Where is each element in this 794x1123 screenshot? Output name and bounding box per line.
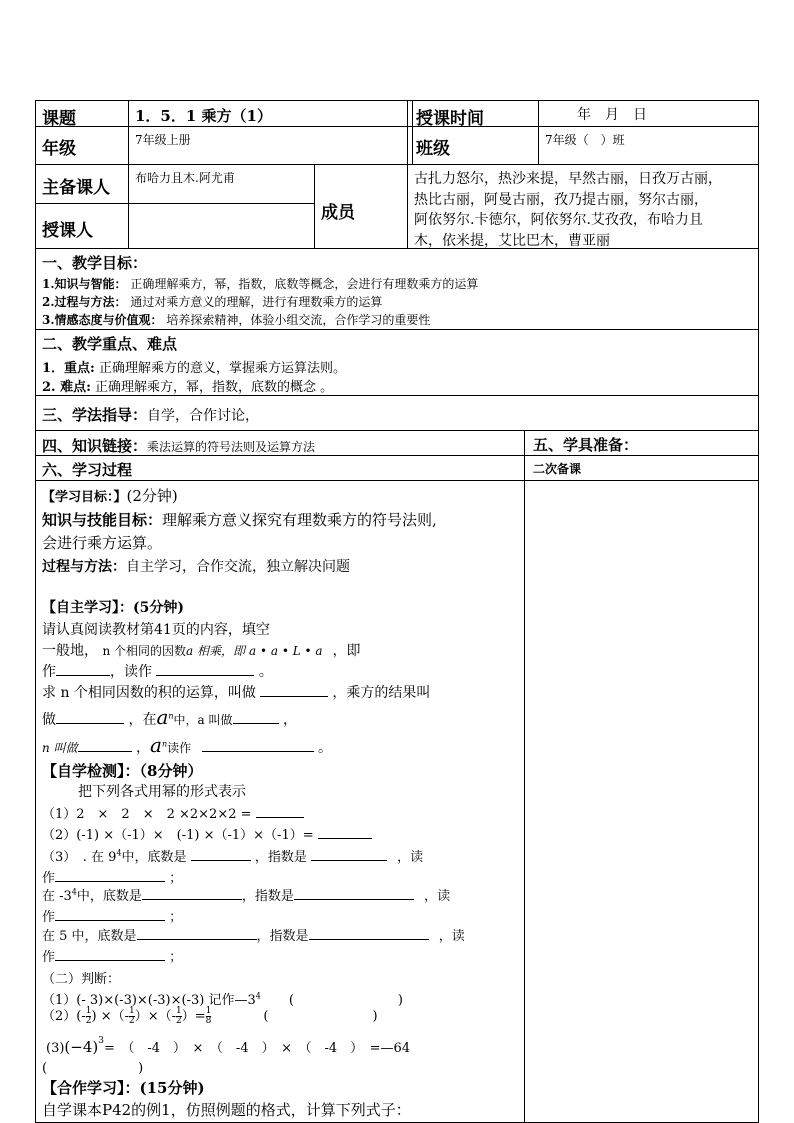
lead-label: 主备课人 xyxy=(42,178,110,198)
keypoints-section xyxy=(35,329,759,396)
grade-value: 7年级上册 xyxy=(135,133,191,147)
j3b: (−4) xyxy=(64,1038,99,1056)
j2b: ) ×（- xyxy=(91,1009,129,1024)
self-l2e: ，即 xyxy=(332,643,361,659)
obj-label: 【学习目标：】 xyxy=(42,490,127,505)
self-l4b: ，乘方的结果叫 xyxy=(332,685,431,701)
obj-p-text: 自主学习，合作交流，独立解决问题 xyxy=(126,559,350,575)
goals-e-text: 培养探索精神，体验小组交流，合作学习的重要性 xyxy=(166,313,431,327)
process-title-cell xyxy=(35,455,525,481)
process-body xyxy=(35,480,525,1123)
q2: （2）(-1) ×（-1）× (-1) ×（-1）×（-1）= xyxy=(42,828,314,843)
teacher-value-cell xyxy=(128,203,315,249)
frac-3: $\frac{1}{2}$ xyxy=(176,1006,182,1026)
grade-label: 年级 xyxy=(42,139,76,159)
tools-section xyxy=(524,430,759,456)
self-l6f: 。 xyxy=(318,740,333,756)
self-l2d: a • a • L • a xyxy=(248,644,323,658)
time-label-cell xyxy=(407,100,539,127)
members-label-cell xyxy=(314,164,408,249)
self-l6c: a xyxy=(150,733,162,757)
j1a: （1）(- 3)×(-3)×(-3)×(-3) 记作—3 xyxy=(42,993,256,1008)
j1b: 4 xyxy=(255,991,261,1001)
topic-label-cell xyxy=(35,100,129,127)
obj-time: (2分钟) xyxy=(126,487,178,505)
lesson-plan-table xyxy=(35,100,759,1123)
coop-label: 【合作学习】 xyxy=(42,1079,125,1097)
method-title: 三、学法指导： xyxy=(42,406,148,424)
keypoints-title: 二、教学重点、难点 xyxy=(42,335,178,353)
q5b: ，指数是 xyxy=(256,929,309,944)
goals-k-label: 1.知识与智能： xyxy=(42,277,127,291)
members-line-4: 木，依米提，艾比巴木，曹亚丽 xyxy=(414,233,610,249)
coop-time: ：(15分钟) xyxy=(124,1079,205,1097)
self-l5f: ， xyxy=(282,712,297,728)
self-l3a: 作 xyxy=(42,664,56,680)
frac-1: $\frac{1}{2}$ xyxy=(85,1006,92,1026)
judge-title: （二）判断： xyxy=(42,972,121,987)
members-label: 成员 xyxy=(321,203,355,223)
topic-value-cell xyxy=(128,100,413,127)
j2c: ）×（- xyxy=(134,1009,177,1024)
teacher-label-cell xyxy=(35,203,129,249)
check-intro: 把下列各式用幂的形式表示 xyxy=(78,784,246,800)
j3c: 3 xyxy=(98,1035,104,1046)
goals-p-label: 2.过程与方法： xyxy=(42,295,127,309)
q3b: 4 xyxy=(116,848,122,858)
method-text: 自学，合作讨论， xyxy=(147,408,260,424)
second-prep-cell xyxy=(524,455,759,481)
q3d: ，指数是 xyxy=(254,850,307,865)
keypoint-1-text: 正确理解乘方的意义，掌握乘方运算法则。 xyxy=(99,361,347,376)
self-l6b: ， xyxy=(136,740,150,756)
q1: （1）2 × 2 × 2 ×2×2×2 = xyxy=(42,807,252,822)
frac-2: $\frac{1}{2}$ xyxy=(128,1006,135,1026)
self-l5c: a xyxy=(156,705,169,729)
goals-section xyxy=(35,248,759,330)
q3a: （3） . 在 9 xyxy=(42,850,117,865)
members-line-1: 古扎力怒尔，热沙来提，早然古丽，日孜万古丽， xyxy=(414,171,722,187)
q4g: ； xyxy=(169,910,183,925)
self-l2a: 一般地， xyxy=(42,643,98,659)
lead-label-cell xyxy=(35,164,129,204)
process-title: 六、学习过程 xyxy=(42,461,133,479)
links-text: 乘法运算的符号法则及运算方法 xyxy=(147,440,316,454)
topic-label: 课题 xyxy=(42,109,76,127)
frac-4: $\frac{1}{8}$ xyxy=(205,1006,212,1026)
q5d: 作 xyxy=(42,950,56,965)
check-label: 【自学检测】： xyxy=(42,762,140,780)
goals-e-label: 3.情感态度与价值观： xyxy=(42,313,163,327)
links-section xyxy=(35,430,525,456)
goals-p-text: 通过对乘方意义的理解，进行有理数乘方的运算 xyxy=(130,295,383,309)
q5a: 在 5 中，底数是 xyxy=(42,929,137,944)
j2d: ）= xyxy=(181,1009,206,1024)
j2a: （2）(- xyxy=(42,1009,86,1024)
lead-value-cell xyxy=(128,164,315,204)
self-l4a: 求 n 个相同因数的积的运算，叫做 xyxy=(42,685,256,701)
keypoint-1-label: 1．重点: xyxy=(42,361,95,376)
links-title: 四、知识链接： xyxy=(42,437,148,455)
j1c: ( ) xyxy=(288,993,403,1008)
q4c: 中，底数是 xyxy=(76,889,142,904)
j3a: (3) xyxy=(46,1041,65,1056)
q3e: ，读 xyxy=(397,850,424,865)
members-line-2: 热比古丽，阿曼古丽，孜乃提古丽，努尔古丽， xyxy=(414,192,708,208)
check-time: （8分钟） xyxy=(139,762,203,780)
self-line-1: 请认真阅读教材第41页的内容，填空 xyxy=(42,622,270,638)
teacher-label: 授课人 xyxy=(42,221,93,241)
members-value-cell xyxy=(407,164,759,249)
goals-k-text: 正确理解乘方，幂，指数，底数等概念，会进行有理数乘方的运算 xyxy=(130,277,479,291)
self-l5a: 做 xyxy=(42,712,56,728)
keypoint-2-label: 2. 难点: xyxy=(42,380,91,395)
self-l5b: ，在 xyxy=(128,712,157,728)
self-l6a: n 叫做 xyxy=(42,741,78,755)
obj-k-label: 知识与技能目标： xyxy=(42,511,163,529)
j3d: = （ -4 ） × （ -4 ） × （ -4 ） =—64 xyxy=(103,1041,411,1056)
self-label: 【自主学习】： xyxy=(42,600,133,616)
self-l5d: n xyxy=(168,711,174,721)
self-l5e: 中，a 叫做 xyxy=(173,713,233,727)
q5e: ； xyxy=(169,950,183,965)
q4b: 4 xyxy=(71,887,77,897)
q3g: ； xyxy=(169,871,183,886)
class-label-cell xyxy=(407,126,539,165)
q3f: 作 xyxy=(42,871,56,886)
method-section xyxy=(35,395,759,431)
q4f: 作 xyxy=(42,910,56,925)
j3e: ( ) xyxy=(42,1061,144,1076)
class-label: 班级 xyxy=(416,139,450,159)
grade-label-cell xyxy=(35,126,129,165)
self-time: (5分钟) xyxy=(133,600,184,616)
obj-k-text2: 会进行乘方运算。 xyxy=(42,534,163,552)
self-l3c: 。 xyxy=(258,664,273,680)
lead-value: 布哈力且木.阿尤甫 xyxy=(135,171,235,185)
tools-title: 五、学具准备： xyxy=(533,436,639,454)
q3c: 中，底数是 xyxy=(121,850,187,865)
self-l6e: 读作 xyxy=(167,741,192,755)
class-value-cell xyxy=(538,126,759,165)
class-value: 7年级（ ）班 xyxy=(545,133,625,147)
q4d: ，指数是 xyxy=(241,889,294,904)
obj-p-label: 过程与方法： xyxy=(42,559,126,575)
time-label: 授课时间 xyxy=(416,109,484,127)
second-prep-body xyxy=(524,480,759,1123)
j2e: ( ) xyxy=(263,1009,378,1024)
q4e: ，读 xyxy=(424,889,451,904)
self-l6d: n xyxy=(161,739,168,749)
self-l3b: ，读作 xyxy=(110,664,152,680)
keypoint-2-text: 正确理解乘方，幂，指数，底数的概念 。 xyxy=(95,380,334,395)
members-line-3: 阿依努尔.卡德尔，阿依努尔.艾孜孜，布哈力且 xyxy=(414,212,703,228)
q5c: ，读 xyxy=(438,929,465,944)
time-value-cell xyxy=(538,100,759,127)
coop-text: 自学课本P42的例1，仿照例题的格式，计算下列式子： xyxy=(42,1101,411,1119)
self-l2b: n 个相同的因数 xyxy=(102,644,186,658)
obj-k-text: 理解乘方意义探究有理数乘方的符号法则, xyxy=(162,511,437,529)
goals-title: 一、教学目标： xyxy=(42,254,148,272)
grade-value-cell xyxy=(128,126,413,165)
self-l2c: a 相乘，即 xyxy=(186,644,245,658)
time-value: 年 月 日 xyxy=(577,107,647,123)
topic-value: 1．5．1 乘方（1） xyxy=(135,107,272,125)
second-prep-label: 二次备课 xyxy=(533,462,582,476)
q4a: 在 -3 xyxy=(42,889,72,904)
